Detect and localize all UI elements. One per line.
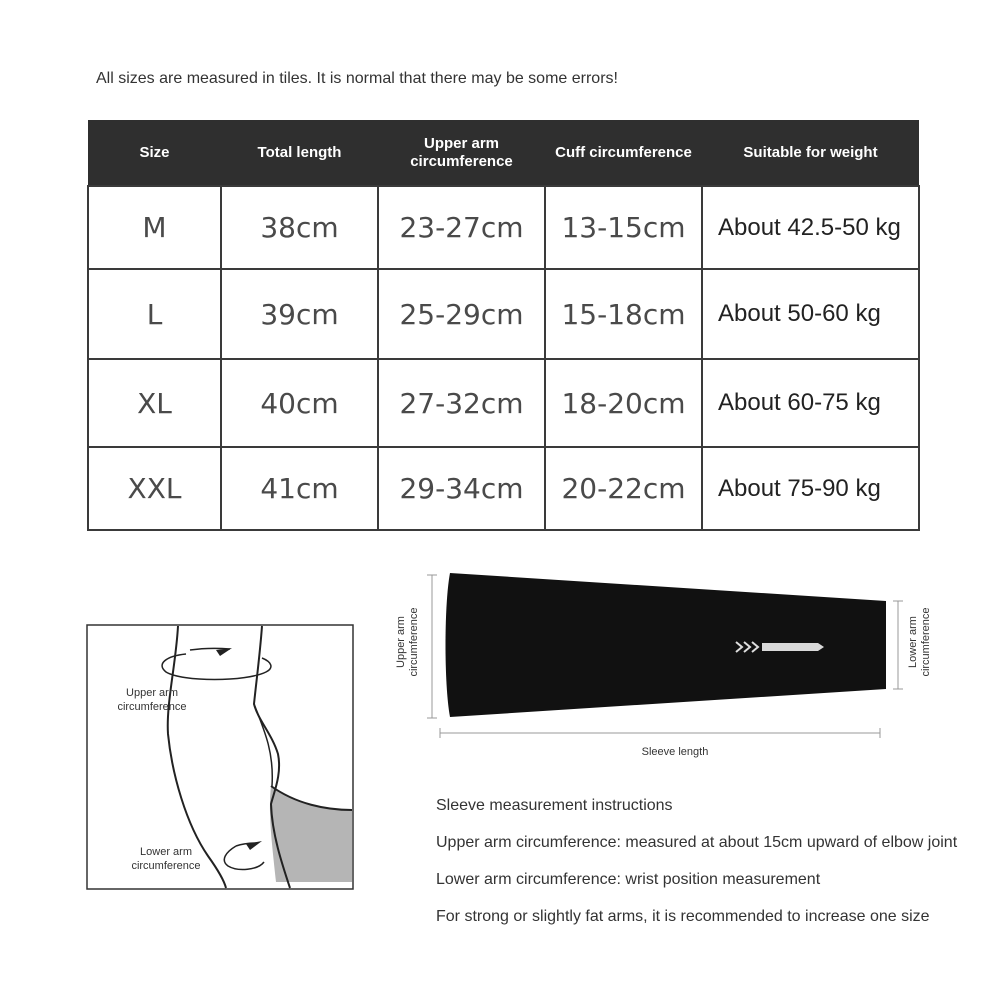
sleeve-measurement-figure: [390, 565, 950, 770]
header-upper-arm: Upper arm circumference: [378, 120, 545, 186]
cell-weight: About 75-90 kg: [702, 447, 919, 530]
header-weight: Suitable for weight: [702, 120, 919, 186]
sleeve-lower-arm-label: Lower arm circumference: [907, 607, 932, 677]
header-cuff: Cuff circumference: [545, 120, 702, 186]
cell-size: XXL: [88, 447, 221, 530]
measurement-instructions: [436, 796, 996, 944]
table-row: [88, 359, 919, 447]
cell-upper-arm: 23-27cm: [378, 186, 545, 269]
cell-length: 41cm: [221, 447, 378, 530]
cell-upper-arm: 29-34cm: [378, 447, 545, 530]
table-row: [88, 447, 919, 530]
cell-upper-arm: 27-32cm: [378, 359, 545, 447]
cell-size: L: [88, 269, 221, 359]
header-total-length: Total length: [221, 120, 378, 186]
header-size: Size: [88, 120, 221, 186]
cell-cuff: 13-15cm: [545, 186, 702, 269]
cell-weight: About 60-75 kg: [702, 359, 919, 447]
instruction-line: Upper arm circumference: measured at about 15cm upward of elbow joint: [436, 834, 958, 851]
cell-cuff: 18-20cm: [545, 359, 702, 447]
instructions-title: Sleeve measurement instructions: [436, 797, 673, 814]
cell-length: 40cm: [221, 359, 378, 447]
cell-size: M: [88, 186, 221, 269]
upper-arm-label: Upper arm circumference: [117, 687, 187, 713]
arm-measurement-figure: [86, 624, 354, 890]
instruction-line: For strong or slightly fat arms, it is recommended to increase one size: [436, 908, 930, 925]
cell-upper-arm: 25-29cm: [378, 269, 545, 359]
lower-arm-label: Lower arm circumference: [131, 846, 201, 872]
sleeve-illustration: [390, 565, 950, 770]
cell-length: 38cm: [221, 186, 378, 269]
cell-cuff: 15-18cm: [545, 269, 702, 359]
cell-cuff: 20-22cm: [545, 447, 702, 530]
size-chart-table: [87, 120, 920, 531]
table-header-row: [88, 120, 919, 186]
cell-weight: About 50-60 kg: [702, 269, 919, 359]
measurement-note: All sizes are measured in tiles. It is normal that there may be some errors!: [96, 70, 618, 87]
cell-size: XL: [88, 359, 221, 447]
instruction-line: Lower arm circumference: wrist position measurement: [436, 871, 821, 888]
table-row: [88, 186, 919, 269]
sleeve-length-label: Sleeve length: [641, 746, 709, 758]
table-row: [88, 269, 919, 359]
cell-length: 39cm: [221, 269, 378, 359]
sleeve-upper-arm-label: Upper arm circumference: [395, 607, 420, 677]
cell-weight: About 42.5-50 kg: [702, 186, 919, 269]
